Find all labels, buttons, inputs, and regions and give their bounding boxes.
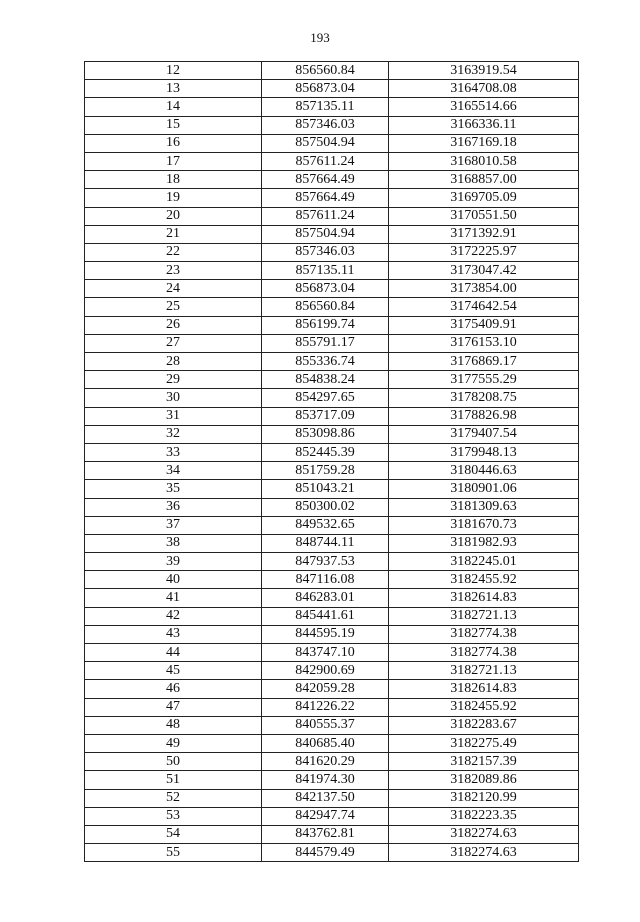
- y-coordinate-cell: 3182223.35: [389, 807, 579, 825]
- x-coordinate-cell: 851043.21: [262, 480, 389, 498]
- table-row: [85, 353, 579, 371]
- point-number-cell: 31: [85, 407, 262, 425]
- point-number-cell: 44: [85, 644, 262, 662]
- point-number-cell: 23: [85, 262, 262, 280]
- table-row: [85, 225, 579, 243]
- x-coordinate-cell: 842059.28: [262, 680, 389, 698]
- table-row: [85, 171, 579, 189]
- point-number-cell: 53: [85, 807, 262, 825]
- point-number-cell: 37: [85, 516, 262, 534]
- table-row: [85, 553, 579, 571]
- y-coordinate-cell: 3174642.54: [389, 298, 579, 316]
- y-coordinate-cell: 3180901.06: [389, 480, 579, 498]
- x-coordinate-cell: 857135.11: [262, 262, 389, 280]
- x-coordinate-cell: 856199.74: [262, 316, 389, 334]
- table-row: [85, 498, 579, 516]
- table-row: [85, 80, 579, 98]
- table-row: [85, 262, 579, 280]
- y-coordinate-cell: 3173854.00: [389, 280, 579, 298]
- table-row: [85, 825, 579, 843]
- point-number-cell: 47: [85, 698, 262, 716]
- table-row: [85, 462, 579, 480]
- x-coordinate-cell: 840555.37: [262, 716, 389, 734]
- x-coordinate-cell: 840685.40: [262, 734, 389, 752]
- point-number-cell: 17: [85, 152, 262, 170]
- coordinate-table: [84, 61, 579, 862]
- point-number-cell: 39: [85, 553, 262, 571]
- point-number-cell: 25: [85, 298, 262, 316]
- y-coordinate-cell: 3176153.10: [389, 334, 579, 352]
- x-coordinate-cell: 843762.81: [262, 825, 389, 843]
- y-coordinate-cell: 3172225.97: [389, 243, 579, 261]
- x-coordinate-cell: 852445.39: [262, 443, 389, 461]
- table-row: [85, 425, 579, 443]
- y-coordinate-cell: 3181309.63: [389, 498, 579, 516]
- y-coordinate-cell: 3163919.54: [389, 62, 579, 80]
- y-coordinate-cell: 3176869.17: [389, 353, 579, 371]
- point-number-cell: 16: [85, 134, 262, 152]
- point-number-cell: 34: [85, 462, 262, 480]
- point-number-cell: 46: [85, 680, 262, 698]
- y-coordinate-cell: 3181670.73: [389, 516, 579, 534]
- table-row: [85, 207, 579, 225]
- x-coordinate-cell: 842900.69: [262, 662, 389, 680]
- point-number-cell: 54: [85, 825, 262, 843]
- table-row: [85, 698, 579, 716]
- point-number-cell: 36: [85, 498, 262, 516]
- table-row: [85, 152, 579, 170]
- x-coordinate-cell: 850300.02: [262, 498, 389, 516]
- x-coordinate-cell: 842137.50: [262, 789, 389, 807]
- table-row: [85, 516, 579, 534]
- x-coordinate-cell: 854838.24: [262, 371, 389, 389]
- y-coordinate-cell: 3171392.91: [389, 225, 579, 243]
- y-coordinate-cell: 3178826.98: [389, 407, 579, 425]
- y-coordinate-cell: 3179407.54: [389, 425, 579, 443]
- point-number-cell: 49: [85, 734, 262, 752]
- x-coordinate-cell: 857346.03: [262, 243, 389, 261]
- x-coordinate-cell: 857664.49: [262, 189, 389, 207]
- point-number-cell: 21: [85, 225, 262, 243]
- x-coordinate-cell: 848744.11: [262, 534, 389, 552]
- y-coordinate-cell: 3179948.13: [389, 443, 579, 461]
- table-row: [85, 607, 579, 625]
- x-coordinate-cell: 857611.24: [262, 207, 389, 225]
- x-coordinate-cell: 841620.29: [262, 753, 389, 771]
- y-coordinate-cell: 3178208.75: [389, 389, 579, 407]
- table-row: [85, 807, 579, 825]
- table-row: [85, 625, 579, 643]
- x-coordinate-cell: 855336.74: [262, 353, 389, 371]
- x-coordinate-cell: 854297.65: [262, 389, 389, 407]
- table-row: [85, 280, 579, 298]
- x-coordinate-cell: 842947.74: [262, 807, 389, 825]
- point-number-cell: 45: [85, 662, 262, 680]
- point-number-cell: 12: [85, 62, 262, 80]
- point-number-cell: 19: [85, 189, 262, 207]
- table-row: [85, 753, 579, 771]
- y-coordinate-cell: 3167169.18: [389, 134, 579, 152]
- point-number-cell: 20: [85, 207, 262, 225]
- table-row: [85, 534, 579, 552]
- x-coordinate-cell: 844579.49: [262, 844, 389, 862]
- x-coordinate-cell: 847937.53: [262, 553, 389, 571]
- table-row: [85, 589, 579, 607]
- y-coordinate-cell: 3177555.29: [389, 371, 579, 389]
- point-number-cell: 14: [85, 98, 262, 116]
- y-coordinate-cell: 3180446.63: [389, 462, 579, 480]
- y-coordinate-cell: 3165514.66: [389, 98, 579, 116]
- y-coordinate-cell: 3182721.13: [389, 662, 579, 680]
- point-number-cell: 50: [85, 753, 262, 771]
- table-row: [85, 62, 579, 80]
- point-number-cell: 15: [85, 116, 262, 134]
- table-row: [85, 771, 579, 789]
- x-coordinate-cell: 857346.03: [262, 116, 389, 134]
- table-row: [85, 644, 579, 662]
- x-coordinate-cell: 841226.22: [262, 698, 389, 716]
- point-number-cell: 13: [85, 80, 262, 98]
- table-row: [85, 134, 579, 152]
- table-row: [85, 734, 579, 752]
- y-coordinate-cell: 3182089.86: [389, 771, 579, 789]
- point-number-cell: 32: [85, 425, 262, 443]
- x-coordinate-cell: 856560.84: [262, 62, 389, 80]
- x-coordinate-cell: 853717.09: [262, 407, 389, 425]
- table-row: [85, 571, 579, 589]
- point-number-cell: 38: [85, 534, 262, 552]
- table-row: [85, 371, 579, 389]
- x-coordinate-cell: 856873.04: [262, 280, 389, 298]
- table-row: [85, 334, 579, 352]
- x-coordinate-cell: 857504.94: [262, 134, 389, 152]
- table-row: [85, 716, 579, 734]
- x-coordinate-cell: 843747.10: [262, 644, 389, 662]
- y-coordinate-cell: 3182120.99: [389, 789, 579, 807]
- point-number-cell: 28: [85, 353, 262, 371]
- point-number-cell: 22: [85, 243, 262, 261]
- point-number-cell: 24: [85, 280, 262, 298]
- point-number-cell: 51: [85, 771, 262, 789]
- y-coordinate-cell: 3182283.67: [389, 716, 579, 734]
- table-row: [85, 298, 579, 316]
- point-number-cell: 30: [85, 389, 262, 407]
- y-coordinate-cell: 3182774.38: [389, 644, 579, 662]
- y-coordinate-cell: 3182157.39: [389, 753, 579, 771]
- point-number-cell: 43: [85, 625, 262, 643]
- y-coordinate-cell: 3182614.83: [389, 589, 579, 607]
- y-coordinate-cell: 3175409.91: [389, 316, 579, 334]
- table-row: [85, 407, 579, 425]
- point-number-cell: 41: [85, 589, 262, 607]
- y-coordinate-cell: 3182455.92: [389, 571, 579, 589]
- point-number-cell: 26: [85, 316, 262, 334]
- x-coordinate-cell: 849532.65: [262, 516, 389, 534]
- point-number-cell: 35: [85, 480, 262, 498]
- x-coordinate-cell: 856873.04: [262, 80, 389, 98]
- coordinate-table-body: [85, 62, 579, 862]
- x-coordinate-cell: 851759.28: [262, 462, 389, 480]
- y-coordinate-cell: 3166336.11: [389, 116, 579, 134]
- y-coordinate-cell: 3182721.13: [389, 607, 579, 625]
- point-number-cell: 55: [85, 844, 262, 862]
- y-coordinate-cell: 3182614.83: [389, 680, 579, 698]
- table-row: [85, 680, 579, 698]
- y-coordinate-cell: 3182274.63: [389, 844, 579, 862]
- point-number-cell: 33: [85, 443, 262, 461]
- x-coordinate-cell: 845441.61: [262, 607, 389, 625]
- point-number-cell: 29: [85, 371, 262, 389]
- table-row: [85, 116, 579, 134]
- x-coordinate-cell: 846283.01: [262, 589, 389, 607]
- y-coordinate-cell: 3173047.42: [389, 262, 579, 280]
- x-coordinate-cell: 841974.30: [262, 771, 389, 789]
- table-row: [85, 243, 579, 261]
- x-coordinate-cell: 856560.84: [262, 298, 389, 316]
- y-coordinate-cell: 3182274.63: [389, 825, 579, 843]
- table-row: [85, 443, 579, 461]
- y-coordinate-cell: 3182774.38: [389, 625, 579, 643]
- table-row: [85, 844, 579, 862]
- x-coordinate-cell: 857135.11: [262, 98, 389, 116]
- x-coordinate-cell: 857504.94: [262, 225, 389, 243]
- table-row: [85, 389, 579, 407]
- y-coordinate-cell: 3164708.08: [389, 80, 579, 98]
- point-number-cell: 40: [85, 571, 262, 589]
- y-coordinate-cell: 3168010.58: [389, 152, 579, 170]
- x-coordinate-cell: 855791.17: [262, 334, 389, 352]
- x-coordinate-cell: 847116.08: [262, 571, 389, 589]
- point-number-cell: 42: [85, 607, 262, 625]
- x-coordinate-cell: 844595.19: [262, 625, 389, 643]
- table-row: [85, 189, 579, 207]
- y-coordinate-cell: 3169705.09: [389, 189, 579, 207]
- point-number-cell: 48: [85, 716, 262, 734]
- page-number: 193: [310, 30, 330, 45]
- table-row: [85, 662, 579, 680]
- y-coordinate-cell: 3181982.93: [389, 534, 579, 552]
- point-number-cell: 52: [85, 789, 262, 807]
- table-row: [85, 480, 579, 498]
- y-coordinate-cell: 3182275.49: [389, 734, 579, 752]
- y-coordinate-cell: 3182455.92: [389, 698, 579, 716]
- x-coordinate-cell: 857611.24: [262, 152, 389, 170]
- table-row: [85, 316, 579, 334]
- x-coordinate-cell: 857664.49: [262, 171, 389, 189]
- point-number-cell: 18: [85, 171, 262, 189]
- y-coordinate-cell: 3182245.01: [389, 553, 579, 571]
- table-row: [85, 789, 579, 807]
- x-coordinate-cell: 853098.86: [262, 425, 389, 443]
- y-coordinate-cell: 3170551.50: [389, 207, 579, 225]
- y-coordinate-cell: 3168857.00: [389, 171, 579, 189]
- point-number-cell: 27: [85, 334, 262, 352]
- table-row: [85, 98, 579, 116]
